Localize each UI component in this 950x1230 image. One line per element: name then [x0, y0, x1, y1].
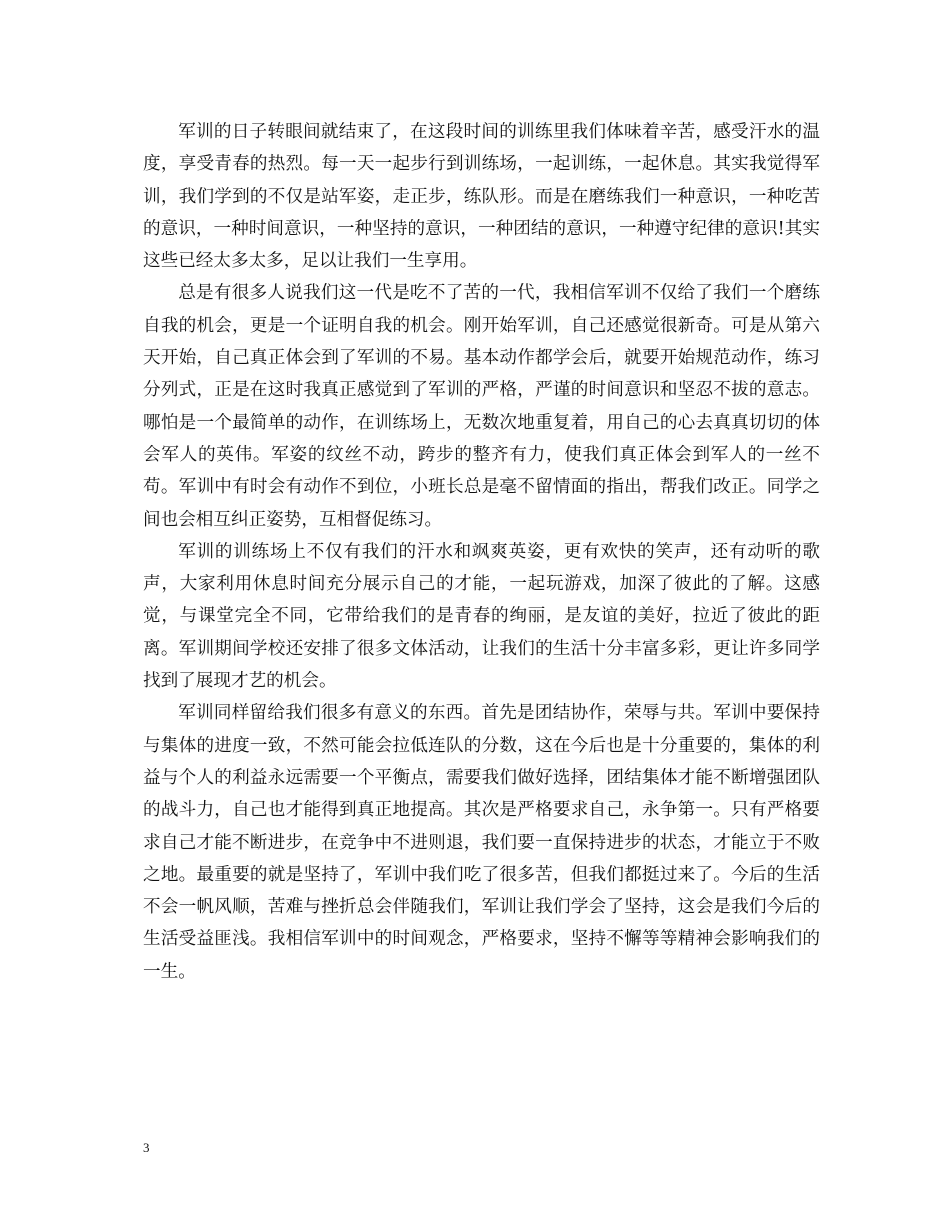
- document-body: [143, 116, 820, 988]
- paragraph-4: 军训同样留给我们很多有意义的东西。首先是团结协作，荣辱与共。军训中要保持与集体的进度一致，不然可能会拉低连队的分数，这在今后也是十分重要的，集体的利益与个人的利益永远需要一个平衡点，需要我们做好选择，团结集体才能不断增强团队的战斗力，自己也才能得到真正地提高。其次是严格要求自己，永争第一。只有严格要求自己才能不断进步，在竞争中不进则退，我们要一直保持进步的状态，才能立于不败之地。最重要的就是坚持了，军训中我们吃了很多苦，但我们都挺过来了。今后的生活不会一帆风顺，苦难与挫折总会伴随我们，军训让我们学会了坚持，这会是我们今后的生活受益匪浅。我相信军训中的时间观念，严格要求，坚持不懈等等精神会影响我们的一生。: [143, 703, 820, 982]
- paragraph-3: 军训的训练场上不仅有我们的汗水和飒爽英姿，更有欢快的笑声，还有动听的歌声，大家利用休息时间充分展示自己的才能，一起玩游戏，加深了彼此的了解。这感觉，与课堂完全不同，它带给我们的是青春的绚丽，是友谊的美好，拉近了彼此的距离。军训期间学校还安排了很多文体活动，让我们的生活十分丰富多彩，更让许多同学找到了展现才艺的机会。: [143, 541, 820, 692]
- paragraph-1: 军训的日子转眼间就结束了，在这段时间的训练里我们体味着辛苦，感受汗水的温度，享受青春的热烈。每一天一起步行到训练场，一起训练，一起休息。其实我觉得军训，我们学到的不仅是站军姿，走正步，练队形。而是在磨练我们一种意识，一种吃苦的意识，一种时间意识，一种坚持的意识，一种团结的意识，一种遵守纪律的意识!其实这些已经太多太多，足以让我们一生享用。: [143, 122, 820, 272]
- paragraph-2: 总是有很多人说我们这一代是吃不了苦的一代，我相信军训不仅给了我们一个磨练自我的机会，更是一个证明自我的机会。刚开始军训，自己还感觉很新奇。可是从第六天开始，自己真正体会到了军训的不易。基本动作都学会后，就要开始规范动作，练习分列式，正是在这时我真正感觉到了军训的严格，严谨的时间意识和坚忍不拔的意志。哪怕是一个最简单的动作，在训练场上，无数次地重复着，用自己的心去真真切切的体会军人的英伟。军姿的纹丝不动，跨步的整齐有力，使我们真正体会到军人的一丝不苟。军训中有时会有动作不到位，小班长总是毫不留情面的指出，帮我们改正。同学之间也会相互纠正姿势，互相督促练习。: [143, 283, 820, 530]
- page-number: 3: [143, 1140, 150, 1155]
